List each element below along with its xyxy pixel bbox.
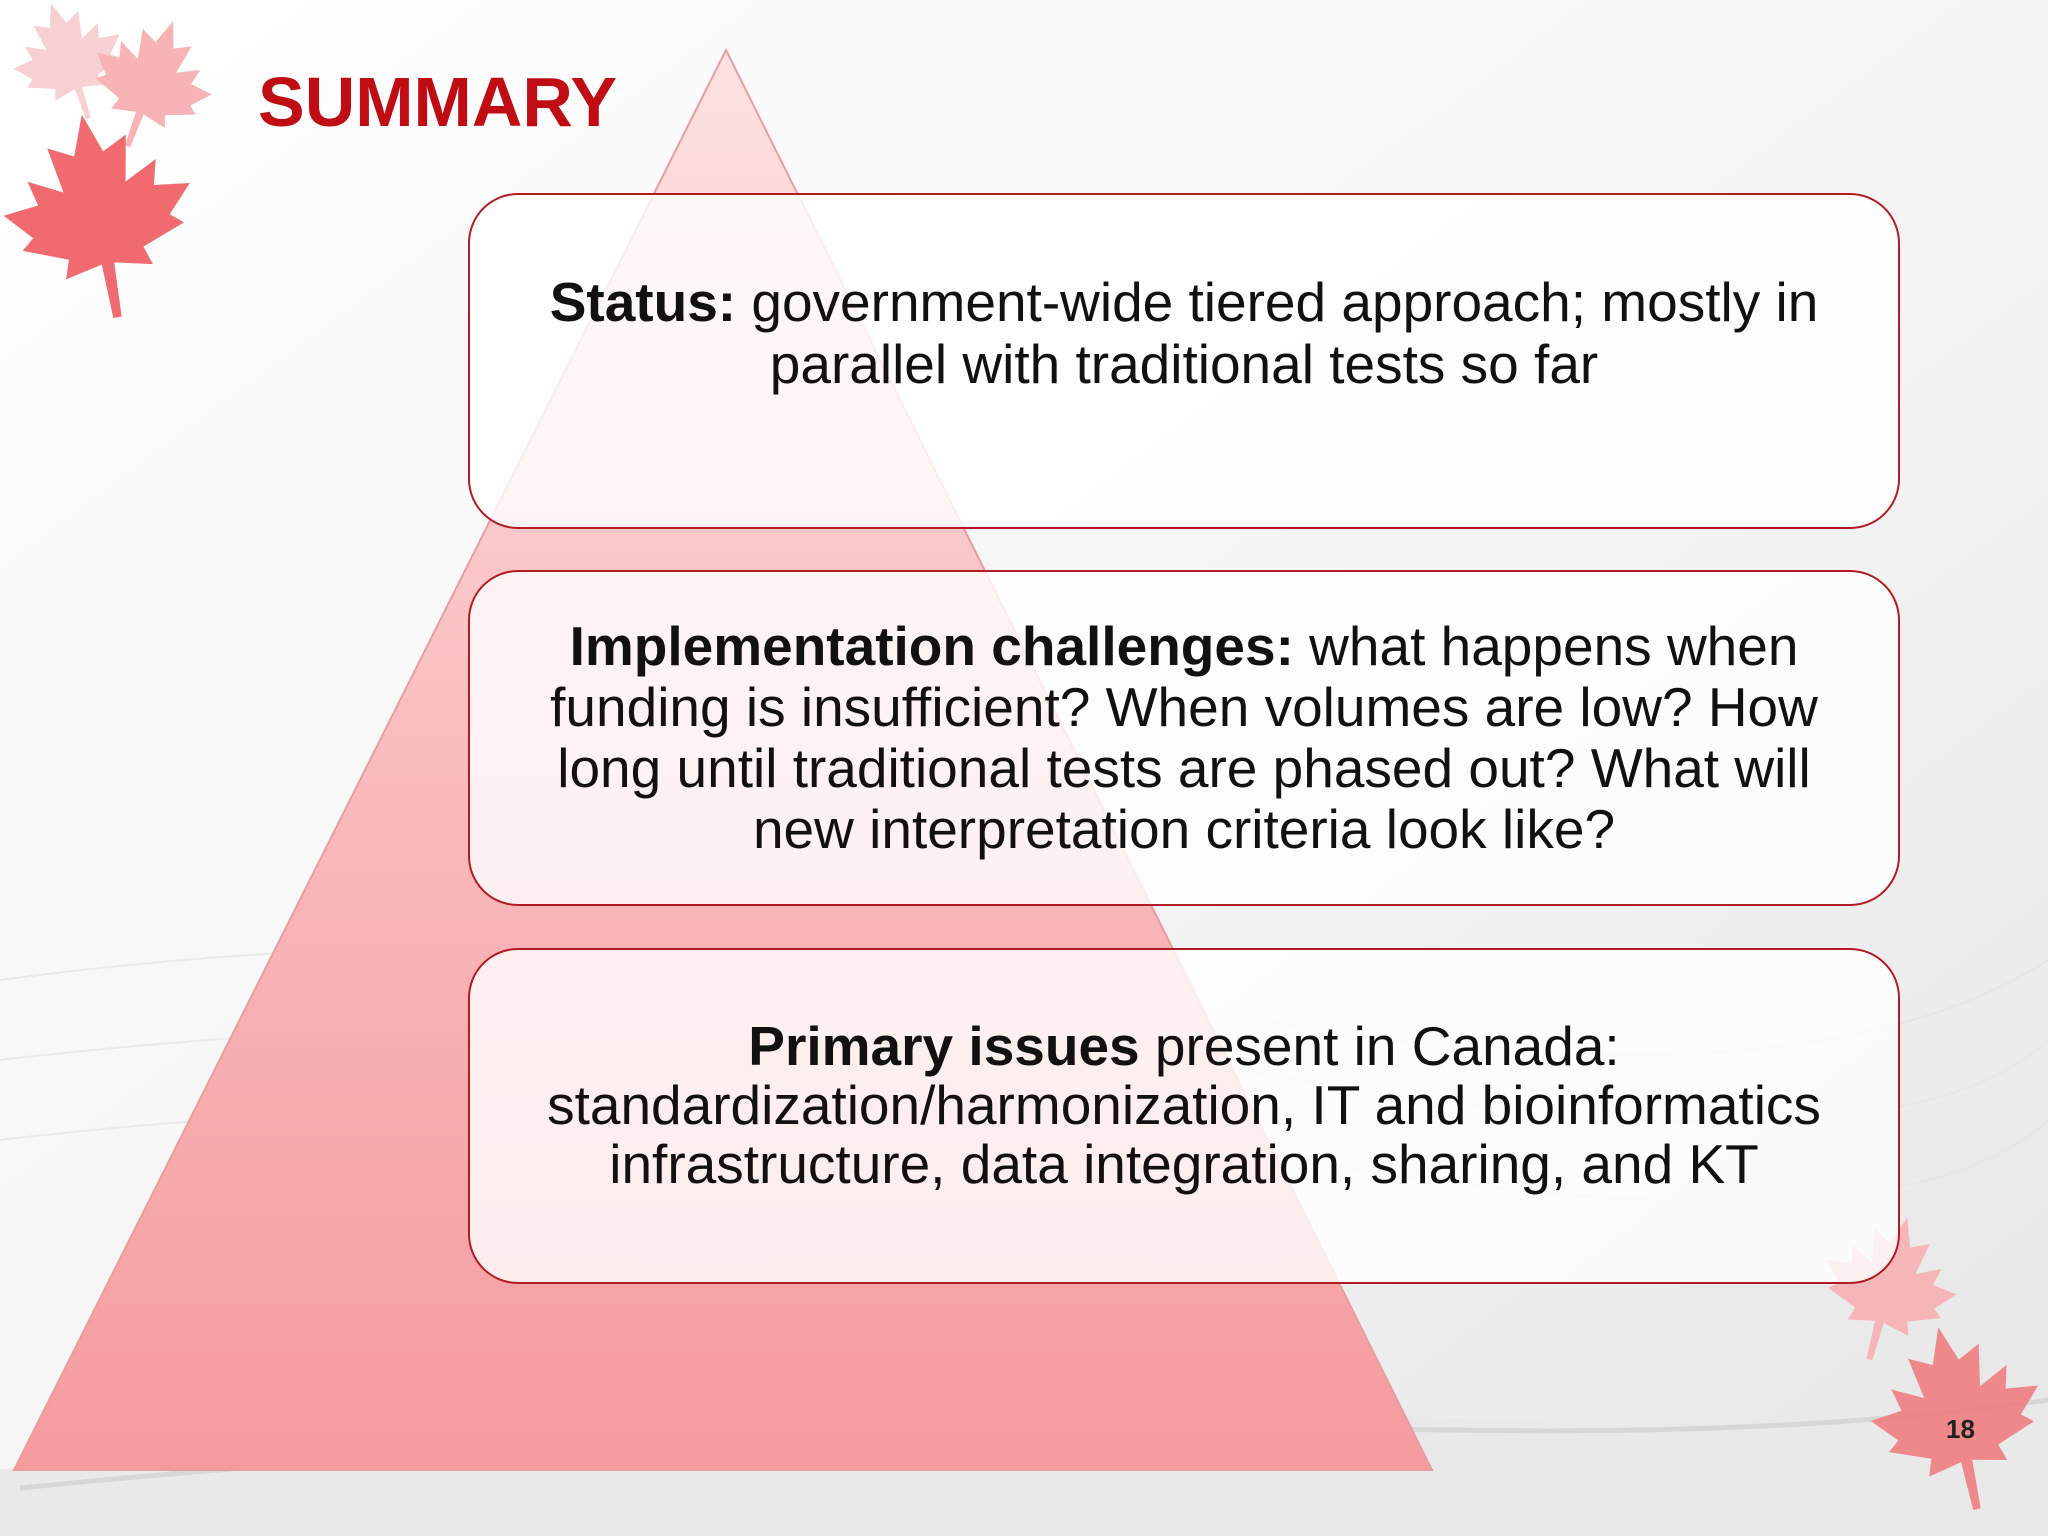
status-text bbox=[520, 271, 1848, 395]
primary-issues-body: present in Canada: standardization/harmonization, IT and bioinformatics infrastructure, data integration, sharing, and KT bbox=[547, 1014, 1821, 1195]
implementation-challenges-box bbox=[468, 570, 1900, 906]
implementation-challenges-label: Implementation challenges: bbox=[569, 615, 1294, 677]
implementation-challenges-body: what happens when funding is insufficient? When volumes are low? How long until traditional tests are phased out? What will new interpretation criteria look like? bbox=[550, 615, 1818, 860]
status-box bbox=[468, 193, 1900, 529]
slide-title: SUMMARY bbox=[258, 63, 618, 141]
status-body: government-wide tiered approach; mostly in parallel with traditional tests so far bbox=[736, 271, 1819, 395]
status-label: Status: bbox=[549, 271, 737, 333]
page-number: 18 bbox=[1946, 1414, 1975, 1444]
primary-issues-text bbox=[520, 1014, 1848, 1195]
implementation-challenges-text bbox=[520, 616, 1848, 860]
primary-issues-box bbox=[468, 948, 1900, 1284]
primary-issues-label: Primary issues bbox=[748, 1014, 1140, 1077]
